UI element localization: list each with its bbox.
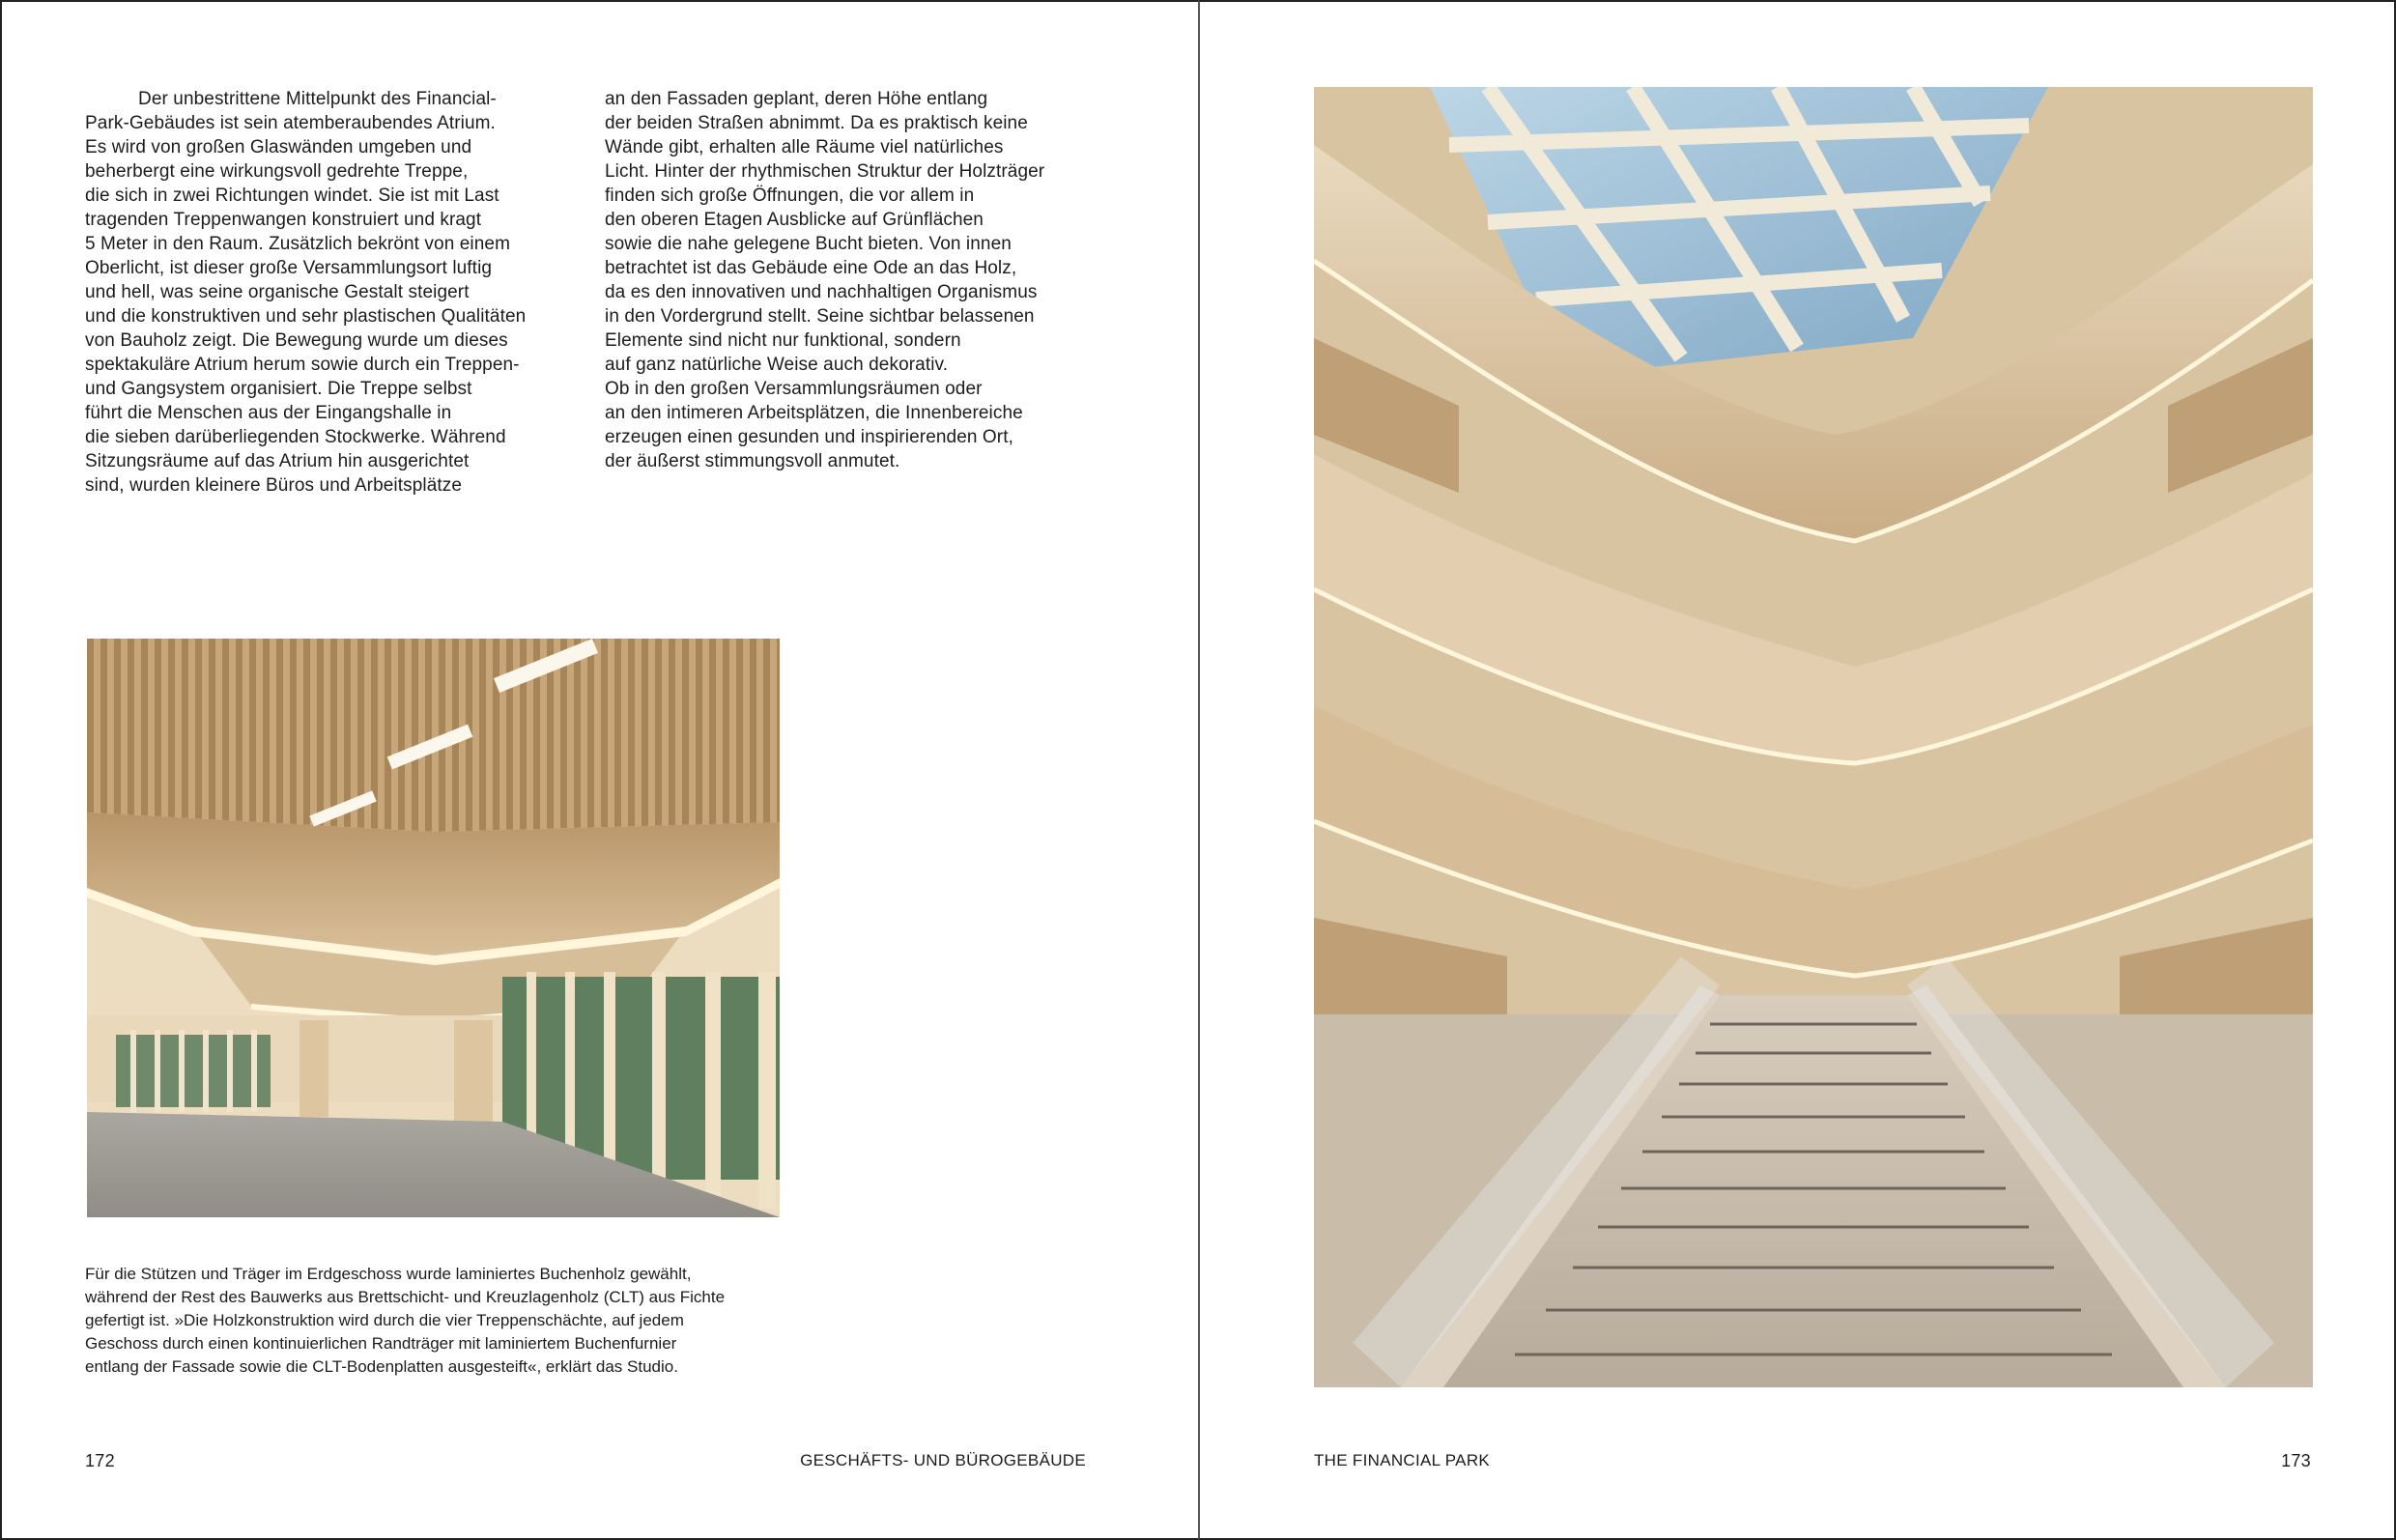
right-page xyxy=(1198,0,2396,1540)
page-number-right: 173 xyxy=(2281,1451,2311,1470)
text-line: und Gangsystem organisiert. Die Treppe selbst xyxy=(85,379,472,399)
office-interior-photo xyxy=(87,639,780,1217)
text-line: und hell, was seine organische Gestalt steigert xyxy=(85,282,470,302)
running-head-left: GESCHÄFTS- UND BÜROGEBÄUDE xyxy=(800,1451,1086,1469)
text-line: der beiden Straßen abnimmt. Da es praktisch keine xyxy=(605,113,1028,133)
text-line: der äußerst stimmungsvoll anmutet. xyxy=(605,451,900,471)
text-line: den oberen Etagen Ausblicke auf Grünflächen xyxy=(605,210,984,230)
text-line: betrachtet ist das Gebäude eine Ode an das Holz, xyxy=(605,258,1017,278)
atrium-staircase-illustration xyxy=(1314,87,2313,1387)
running-head-right: THE FINANCIAL PARK xyxy=(1314,1451,1491,1469)
photo-caption xyxy=(85,1263,800,1379)
text-line: Wände gibt, erhalten alle Räume viel natürliches xyxy=(605,137,1004,157)
text-line: Es wird von großen Glaswänden umgeben und xyxy=(85,137,472,157)
text-line: finden sich große Öffnungen, die vor allem in xyxy=(605,185,975,206)
caption-line: Geschoss durch einen kontinuierlichen Randträger mit laminiertem Buchenfurnier xyxy=(85,1334,677,1353)
text-line: spektakuläre Atrium herum sowie durch ein Treppen- xyxy=(85,355,520,375)
body-text-column-2 xyxy=(605,87,1107,473)
text-line: beherbergt eine wirkungsvoll gedrehte Treppe, xyxy=(85,161,469,182)
text-line: tragenden Treppenwangen konstruiert und kragt xyxy=(85,210,482,230)
atrium-staircase-photo xyxy=(1314,87,2313,1387)
text-line: die sieben darüberliegenden Stockwerke. Während xyxy=(85,427,506,447)
text-line: Sitzungsräume auf das Atrium hin ausgerichtet xyxy=(85,451,470,471)
page-number-left: 172 xyxy=(85,1451,115,1470)
text-line: 5 Meter in den Raum. Zusätzlich bekrönt von einem xyxy=(85,234,510,254)
text-line: sowie die nahe gelegene Bucht bieten. Von innen xyxy=(605,234,1012,254)
text-line: da es den innovativen und nachhaltigen Organismus xyxy=(605,282,1038,302)
text-line: Der unbestrittene Mittelpunkt des Financial- xyxy=(138,89,497,109)
text-line: führt die Menschen aus der Eingangshalle in xyxy=(85,403,452,423)
caption-line: gefertigt ist. »Die Holzkonstruktion wird durch die vier Treppenschächte, auf jedem xyxy=(85,1311,684,1329)
text-line: sind, wurden kleinere Büros und Arbeitsplätze xyxy=(85,475,463,496)
text-line: erzeugen einen gesunden und inspirierenden Ort, xyxy=(605,427,1013,447)
text-line: an den intimeren Arbeitsplätzen, die Innenbereiche xyxy=(605,403,1023,423)
caption-line: Für die Stützen und Träger im Erdgeschoss wurde laminiertes Buchenholz gewählt, xyxy=(85,1265,692,1283)
body-text-column-1 xyxy=(85,87,568,498)
text-line: in den Vordergrund stellt. Seine sichtbar belassenen xyxy=(605,306,1035,327)
text-line: an den Fassaden geplant, deren Höhe entlang xyxy=(605,89,988,109)
text-line: Park-Gebäudes ist sein atemberaubendes Atrium. xyxy=(85,113,496,133)
caption-line: entlang der Fassade sowie die CLT-Bodenplatten ausgesteift«, erklärt das Studio. xyxy=(85,1357,678,1376)
text-line: Oberlicht, ist dieser große Versammlungsort luftig xyxy=(85,258,493,278)
text-line: von Bauholz zeigt. Die Bewegung wurde um dieses xyxy=(85,330,508,351)
text-line: die sich in zwei Richtungen windet. Sie ist mit Last xyxy=(85,185,499,206)
text-line: auf ganz natürliche Weise auch dekorativ. xyxy=(605,355,949,375)
caption-line: während der Rest des Bauwerks aus Brettschicht- und Kreuzlagenholz (CLT) aus Fichte xyxy=(85,1288,726,1306)
text-line: und die konstruktiven und sehr plastischen Qualitäten xyxy=(85,306,527,327)
text-line: Ob in den großen Versammlungsräumen oder xyxy=(605,379,983,399)
text-line: Licht. Hinter der rhythmischen Struktur der Holzträger xyxy=(605,161,1045,182)
office-interior-illustration xyxy=(87,639,780,1217)
text-line: Elemente sind nicht nur funktional, sondern xyxy=(605,330,961,351)
